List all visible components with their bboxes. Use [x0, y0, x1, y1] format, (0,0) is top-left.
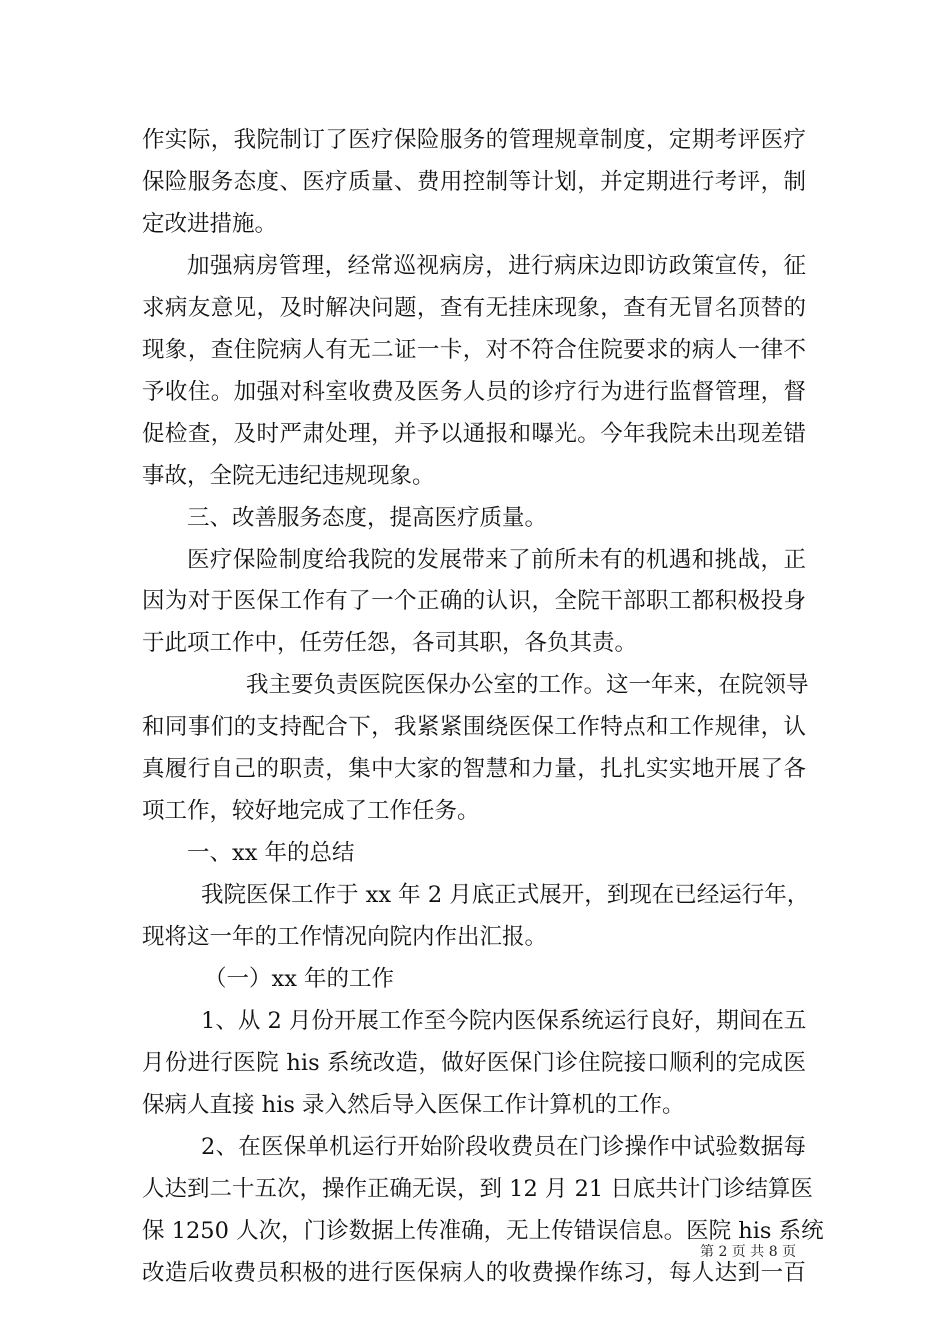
line-text: 一、xx 年的总结 — [187, 840, 355, 866]
line-text: 于此项工作中，任劳任怨，各司其职，各负其责。 — [142, 630, 638, 656]
line-text: 医疗保险制度给我院的发展带来了前所未有的机遇和挑战，正 — [187, 547, 806, 573]
text-line — [0, 1251, 950, 1295]
text-line — [0, 160, 950, 204]
line-text: 项工作，较好地完成了工作任务。 — [142, 798, 480, 824]
text-line — [0, 915, 950, 959]
text-line — [0, 999, 950, 1043]
text-line — [0, 1209, 950, 1253]
line-text: 人达到二十五次，操作正确无误，到 12 月 21 日底共计门诊结算医 — [142, 1176, 813, 1202]
text-line — [0, 1125, 950, 1169]
line-text: 真履行自己的职责，集中大家的智慧和力量，扎扎实实地开展了各 — [142, 756, 806, 782]
line-text: 求病友意见，及时解决问题，查有无挂床现象，查有无冒名顶替的 — [142, 295, 806, 321]
line-text: 予收住。加强对科室收费及医务人员的诊疗行为进行监督管理，督 — [142, 379, 806, 405]
line-text: 1、从 2 月份开展工作至今院内医保系统运行良好，期间在五 — [201, 1008, 807, 1034]
text-line — [0, 663, 950, 707]
line-text: （一）xx 年的工作 — [204, 966, 395, 992]
text-line — [0, 538, 950, 582]
section-heading — [0, 957, 950, 1001]
line-text: 促检查，及时严肃处理，并予以通报和曝光。今年我院未出现差错 — [142, 421, 806, 447]
text-line — [0, 1167, 950, 1211]
line-text: 改造后收费员积极的进行医保病人的收费操作练习，每人达到一百 — [142, 1260, 806, 1286]
line-text: 和同事们的支持配合下，我紧紧围绕医保工作特点和工作规律，认 — [142, 714, 806, 740]
text-line — [0, 286, 950, 330]
text-line — [0, 370, 950, 414]
text-line — [0, 705, 950, 749]
section-heading — [0, 496, 950, 540]
line-text: 保病人直接 his 录入然后导入医保工作计算机的工作。 — [142, 1092, 685, 1118]
line-text: 月份进行医院 his 系统改造，做好医保门诊住院接口顺利的完成医 — [142, 1050, 806, 1076]
line-text: 我院医保工作于 xx 年 2 月底正式展开，到现在已经运行年， — [201, 882, 810, 908]
page-number-footer: 第 2 页 共 8 页 — [700, 1244, 797, 1260]
text-line — [0, 873, 950, 917]
text-line — [0, 412, 950, 456]
text-line — [0, 1083, 950, 1127]
line-text: 定改进措施。 — [142, 211, 278, 237]
line-text: 作实际，我院制订了医疗保险服务的管理规章制度，定期考评医疗 — [142, 127, 806, 153]
text-line — [0, 579, 950, 623]
text-line — [0, 202, 950, 246]
line-text: 保险服务态度、医疗质量、费用控制等计划，并定期进行考评，制 — [142, 169, 806, 195]
text-line — [0, 1041, 950, 1085]
text-line — [0, 244, 950, 288]
line-text: 我主要负责医院医保办公室的工作。这一年来，在院领导 — [246, 672, 809, 698]
line-text: 三、改善服务态度，提高医疗质量。 — [187, 505, 548, 531]
text-line — [0, 328, 950, 372]
line-text: 2、在医保单机运行开始阶段收费员在门诊操作中试验数据每 — [201, 1134, 806, 1160]
line-text: 现将这一年的工作情况向院内作出汇报。 — [142, 924, 548, 950]
line-text: 保 1250 人次，门诊数据上传准确，无上传错误信息。医院 his 系统 — [142, 1218, 824, 1244]
text-line — [0, 118, 950, 162]
line-text: 因为对于医保工作有了一个正确的认识，全院干部职工都积极投身 — [142, 588, 806, 614]
text-line — [0, 789, 950, 833]
text-line — [0, 454, 950, 498]
line-text: 现象，查住院病人有无二证一卡，对不符合住院要求的病人一律不 — [142, 337, 806, 363]
line-text: 事故，全院无违纪违规现象。 — [142, 463, 435, 489]
text-line — [0, 621, 950, 665]
section-heading — [0, 831, 950, 875]
line-text: 加强病房管理，经常巡视病房，进行病床边即访政策宣传，征 — [187, 253, 806, 279]
text-line — [0, 747, 950, 791]
